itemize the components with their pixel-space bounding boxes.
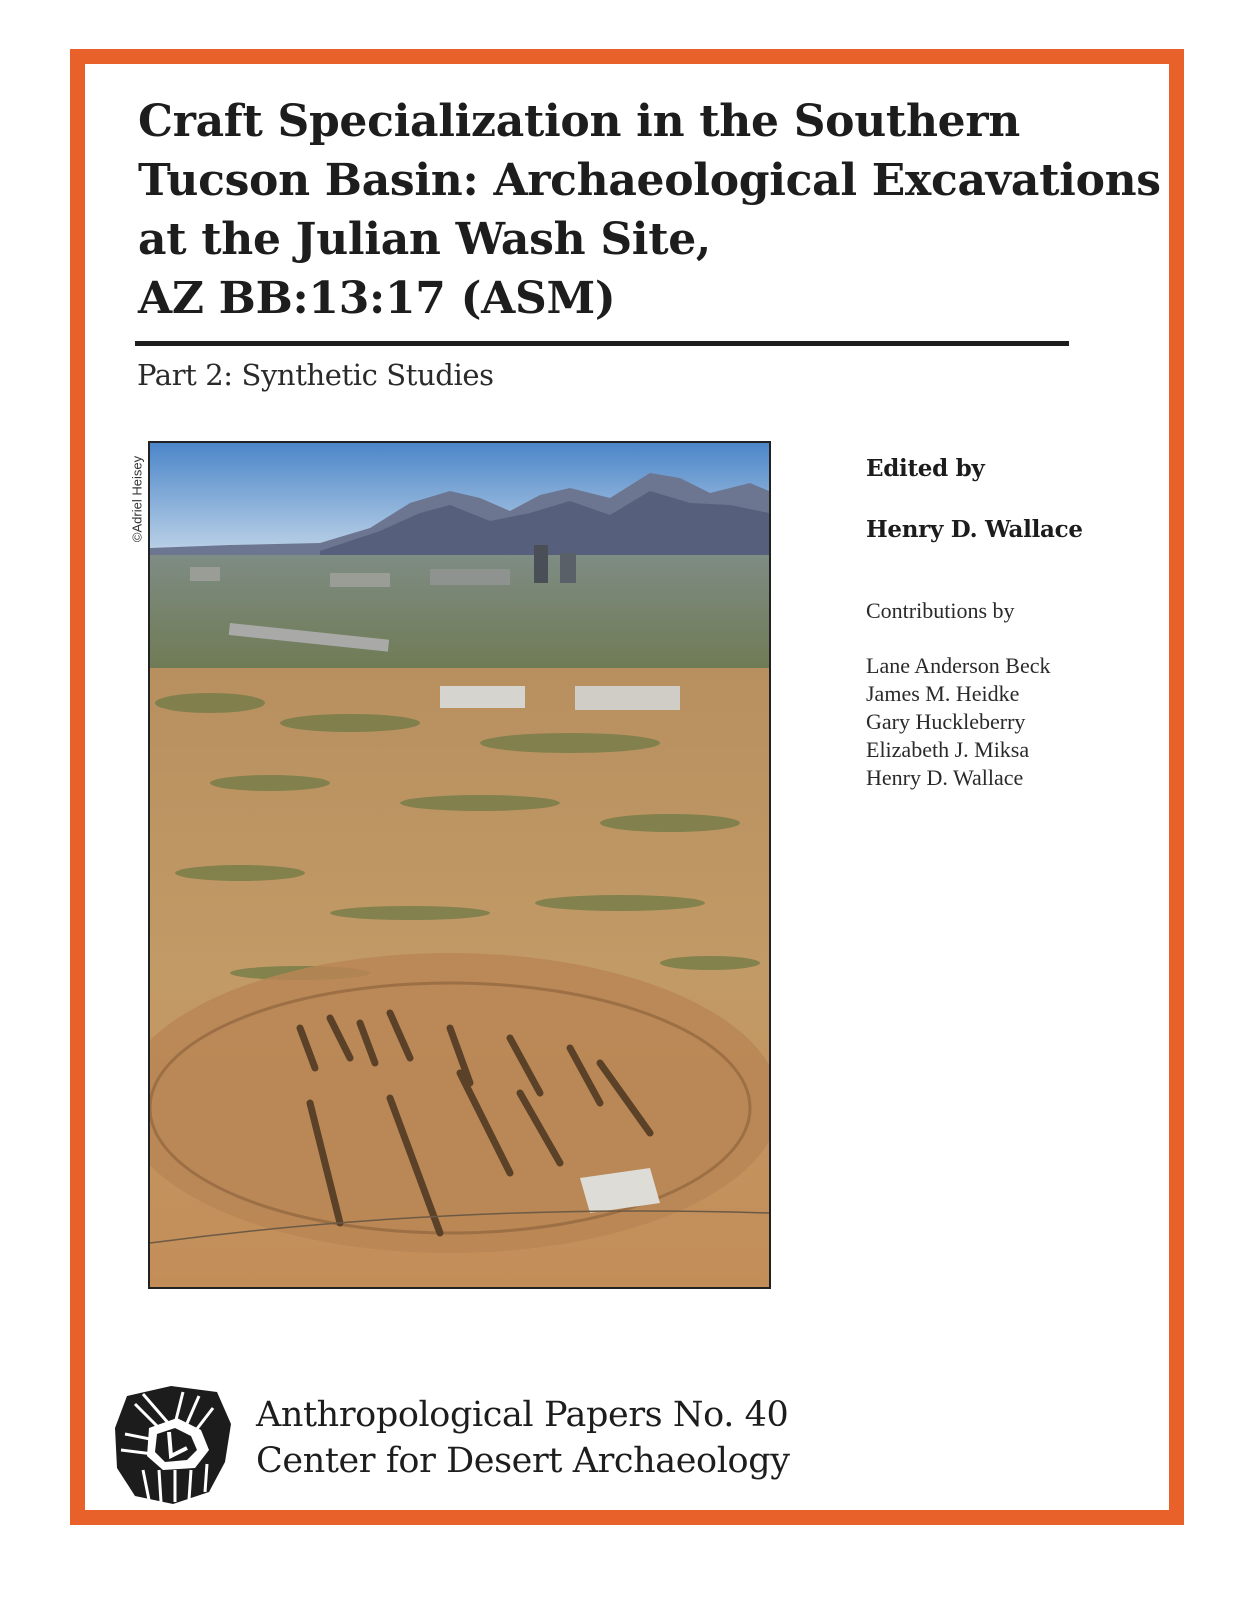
series-info xyxy=(256,1392,790,1484)
photo-credit xyxy=(126,441,148,556)
title-rule xyxy=(135,341,1069,346)
aerial-photo-image xyxy=(150,443,769,1287)
title-line: AZ BB:13:17 (ASM) xyxy=(138,273,616,324)
center-logo-icon xyxy=(113,1384,233,1506)
series-line: Anthropological Papers No. 40 xyxy=(256,1395,789,1435)
contributor: Henry D. Wallace xyxy=(866,765,1024,790)
subtitle: Part 2: Synthetic Studies xyxy=(137,358,494,392)
title-line: Craft Specialization in the Southern xyxy=(138,96,1020,147)
photo-credit-text: ©Adriel Heisey xyxy=(129,455,145,542)
aerial-photo xyxy=(148,441,771,1289)
edited-by-label: Edited by xyxy=(866,455,985,482)
title-line: Tucson Basin: Archaeological Excavations xyxy=(138,155,1161,206)
editor-block xyxy=(866,455,1176,792)
contributor: James M. Heidke xyxy=(866,681,1020,706)
editor-name: Henry D. Wallace xyxy=(866,516,1083,543)
book-title xyxy=(138,92,1161,328)
contributions-label: Contributions by xyxy=(866,598,1015,623)
contributor: Lane Anderson Beck xyxy=(866,653,1051,678)
series-line: Center for Desert Archaeology xyxy=(256,1441,790,1481)
contributors-list xyxy=(866,652,1176,792)
title-line: at the Julian Wash Site, xyxy=(138,214,711,265)
contributor: Gary Huckleberry xyxy=(866,709,1026,734)
contributor: Elizabeth J. Miksa xyxy=(866,737,1030,762)
